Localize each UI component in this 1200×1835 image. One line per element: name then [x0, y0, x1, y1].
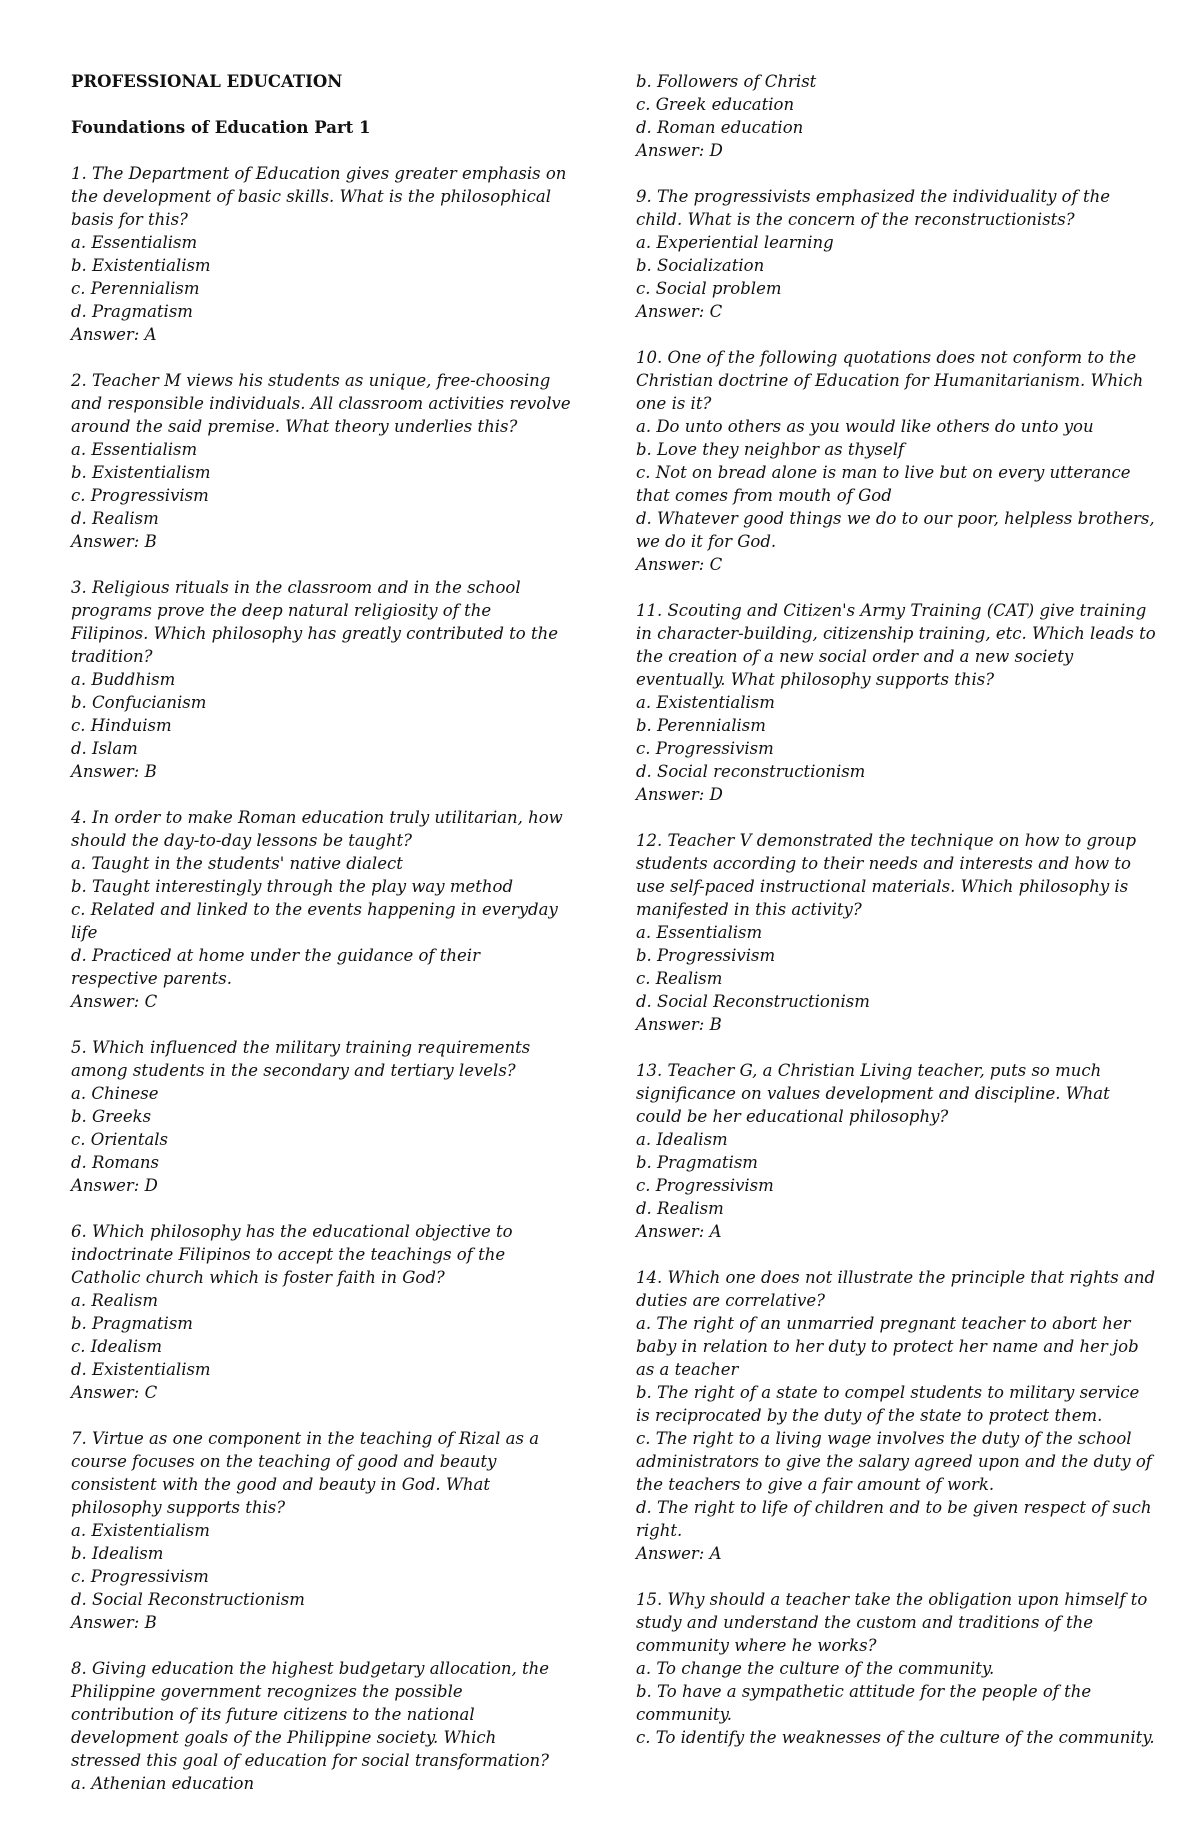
answer-option: a. The right of an unmarried pregnant teacher to abort her baby in relation to her duty to protect her name and her job as a teacher [636, 1314, 1139, 1379]
answer-option: d. Whatever good things we do to our poor, helpless brothers, we do it for God. [636, 509, 1155, 551]
answer-option: a. Taught in the students' native dialect [71, 854, 403, 873]
question-block [636, 1588, 1156, 1749]
answer-option: b. Taught interestingly through the play way method [71, 877, 514, 896]
question-stem: 10. One of the following quotations does not conform to the Christian doctrine of Education for Humanitarianism. Which one is it? [636, 348, 1144, 413]
answer-key: Answer: A [636, 1222, 722, 1241]
question-block [71, 1657, 571, 1795]
answer-option: b. Followers of Christ [636, 72, 817, 91]
answer-option: b. Idealism [71, 1544, 164, 1563]
answer-key: Answer: C [71, 992, 158, 1011]
question-block [636, 1059, 1156, 1243]
answer-option: b. Existentialism [71, 256, 211, 275]
question-stem: 15. Why should a teacher take the obligation upon himself to study and understand the custom and traditions of the community where he works? [636, 1590, 1148, 1655]
answer-option: d. Pragmatism [71, 302, 193, 321]
answer-option: d. Social Reconstructionism [636, 992, 870, 1011]
question-stem: 9. The progressivists emphasized the individuality of the child. What is the concern of the reconstructionists? [636, 187, 1110, 229]
answer-option: b. Confucianism [71, 693, 207, 712]
answer-option: a. Do unto others as you would like others do unto you [636, 417, 1094, 436]
answer-option: a. Athenian education [71, 1774, 255, 1793]
answer-option: c. To identify the weaknesses of the culture of the community. [636, 1728, 1155, 1747]
question-block [636, 829, 1156, 1036]
question-stem: 2. Teacher M views his students as unique, free-choosing and responsible individuals. All classroom activities revolve around the said premise. What theory underlies this? [71, 371, 571, 436]
question-stem: 7. Virtue as one component in the teaching of Rizal as a course focuses on the teaching of good and beauty consistent with the good and beauty in God. What philosophy supports this? [71, 1429, 540, 1517]
question-block [71, 369, 571, 553]
answer-key: Answer: C [636, 555, 723, 574]
answer-option: b. Pragmatism [71, 1314, 193, 1333]
answer-option: c. Greek education [636, 95, 795, 114]
question-block [71, 806, 571, 1013]
question-block [71, 1427, 571, 1634]
question-stem: 3. Religious rituals in the classroom and in the school programs prove the deep natural religiosity of the Filipinos. Which philosophy has greatly contributed to the tradition? [71, 578, 558, 666]
answer-key: Answer: B [71, 762, 157, 781]
left-question-list [71, 162, 571, 1795]
answer-option: c. Not on bread alone is man to live but on every utterance that comes from mouth of God [636, 463, 1131, 505]
answer-key: Answer: B [71, 1613, 157, 1632]
question-block [71, 1220, 571, 1404]
right-column [636, 70, 1156, 1772]
question-stem: 5. Which influenced the military training requirements among students in the secondary and tertiary levels? [71, 1038, 531, 1080]
answer-option: b. Greeks [71, 1107, 152, 1126]
answer-option: a. Experiential learning [636, 233, 834, 252]
answer-option: b. Progressivism [636, 946, 776, 965]
question-stem: 6. Which philosophy has the educational objective to indoctrinate Filipinos to accept the teachings of the Catholic church which is foster faith in God? [71, 1222, 513, 1287]
answer-option: c. Perennialism [71, 279, 200, 298]
answer-key: Answer: D [71, 1176, 158, 1195]
answer-option: a. Essentialism [71, 440, 198, 459]
question-stem: 8. Giving education the highest budgetary allocation, the Philippine government recognizes the possible contribution of its future citizens to the national development goals of the Philippine society. Which stressed this goal of education for social transformation? [71, 1659, 550, 1770]
answer-option: a. Essentialism [636, 923, 763, 942]
answer-option: b. To have a sympathetic attitude for the people of the community. [636, 1682, 1092, 1724]
answer-key: Answer: D [636, 785, 723, 804]
answer-key: Answer: B [71, 532, 157, 551]
answer-option: c. Progressivism [71, 486, 209, 505]
question-stem: 11. Scouting and Citizen's Army Training (CAT) give training in character-building, citizenship training, etc. Which leads to the creation of a new social order and a new society eventually. What philosophy supports this? [636, 601, 1156, 689]
question-stem: 13. Teacher G, a Christian Living teacher, puts so much significance on values development and discipline. What could be her educational philosophy? [636, 1061, 1110, 1126]
answer-option: d. The right to life of children and to be given respect of such right. [636, 1498, 1152, 1540]
answer-option: b. Existentialism [71, 463, 211, 482]
question-stem: 14. Which one does not illustrate the principle that rights and duties are correlative? [636, 1268, 1156, 1310]
answer-key: Answer: C [71, 1383, 158, 1402]
answer-option: d. Realism [71, 509, 159, 528]
answer-option: a. Existentialism [636, 693, 775, 712]
answer-option: c. Progressivism [636, 1176, 774, 1195]
answer-option: c. Progressivism [636, 739, 774, 758]
answer-option: a. Realism [71, 1291, 159, 1310]
answer-option: c. The right to a living wage involves the duty of the school administrators to give the salary agreed upon and the duty of the teachers to give a fair amount of work. [636, 1429, 1152, 1494]
answer-option: d. Social Reconstructionism [71, 1590, 305, 1609]
answer-option: d. Realism [636, 1199, 724, 1218]
question-block [71, 576, 571, 783]
question-block [71, 1036, 571, 1197]
answer-option: c. Progressivism [71, 1567, 209, 1586]
answer-option: c. Social problem [636, 279, 782, 298]
answer-option: a. Buddhism [71, 670, 176, 689]
answer-option: a. Chinese [71, 1084, 159, 1103]
answer-option: b. Love they neighbor as thyself [636, 440, 905, 459]
answer-option: d. Existentialism [71, 1360, 211, 1379]
answer-option: b. Socialization [636, 256, 765, 275]
question-block [636, 70, 1156, 162]
question-block [636, 1266, 1156, 1565]
answer-option: a. Idealism [636, 1130, 728, 1149]
answer-option: d. Islam [71, 739, 138, 758]
section-title: Foundations of Education Part 1 [71, 118, 371, 137]
question-block [636, 346, 1156, 576]
answer-option: b. The right of a state to compel students to military service is reciprocated by the duty of the state to protect them. [636, 1383, 1140, 1425]
answer-option: b. Pragmatism [636, 1153, 758, 1172]
answer-option: c. Hinduism [71, 716, 172, 735]
document-title: PROFESSIONAL EDUCATION [71, 72, 343, 91]
answer-key: Answer: A [636, 1544, 722, 1563]
question-stem: 12. Teacher V demonstrated the technique on how to group students according to their needs and interests and how to use self-paced instructional materials. Which philosophy is manifested in this activity? [636, 831, 1137, 919]
answer-option: c. Related and linked to the events happening in everyday life [71, 900, 558, 942]
answer-key: Answer: D [636, 141, 723, 160]
answer-option: d. Romans [71, 1153, 159, 1172]
answer-option: d. Practiced at home under the guidance of their respective parents. [71, 946, 480, 988]
answer-key: Answer: B [636, 1015, 722, 1034]
answer-option: d. Roman education [636, 118, 804, 137]
answer-option: a. Existentialism [71, 1521, 210, 1540]
question-block [636, 185, 1156, 323]
question-stem: 4. In order to make Roman education truly utilitarian, how should the day-to-day lessons be taught? [71, 808, 563, 850]
question-block [71, 162, 571, 346]
left-column [71, 70, 571, 1818]
answer-option: b. Perennialism [636, 716, 766, 735]
question-stem: 1. The Department of Education gives greater emphasis on the development of basic skills. What is the philosophical basis for this? [71, 164, 567, 229]
answer-option: a. Essentialism [71, 233, 198, 252]
answer-option: c. Idealism [71, 1337, 163, 1356]
question-block [636, 599, 1156, 806]
answer-option: c. Orientals [71, 1130, 169, 1149]
right-question-list [636, 70, 1156, 1749]
answer-key: Answer: A [71, 325, 157, 344]
answer-option: c. Realism [636, 969, 723, 988]
answer-option: d. Social reconstructionism [636, 762, 866, 781]
answer-key: Answer: C [636, 302, 723, 321]
answer-option: a. To change the culture of the community. [636, 1659, 995, 1678]
